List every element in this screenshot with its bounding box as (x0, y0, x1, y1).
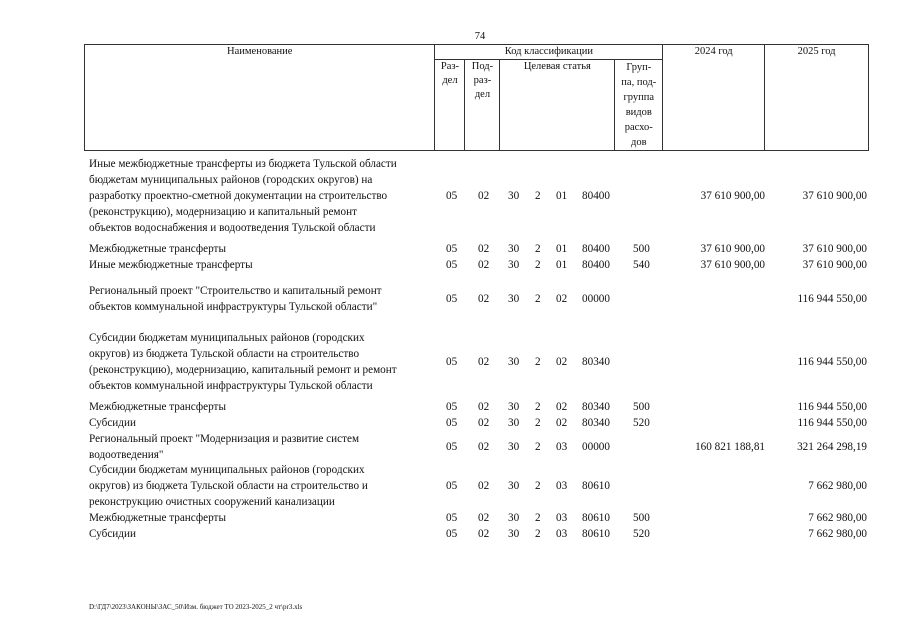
header-2025: 2025 год (765, 45, 869, 151)
cell-2025: 7 662 980,00 (808, 512, 867, 524)
cell-razdel: 05 (446, 293, 458, 305)
cell-2024: 37 610 900,00 (700, 259, 765, 271)
cell-podrazdel: 02 (478, 259, 490, 271)
cell-target-subprogram: 2 (535, 512, 541, 524)
cell-target-project: 03 (556, 441, 568, 453)
cell-2025: 7 662 980,00 (808, 480, 867, 492)
cell-target-program: 30 (508, 528, 520, 540)
cell-podrazdel: 02 (478, 480, 490, 492)
cell-2024: 37 610 900,00 (700, 243, 765, 255)
cell-target-program: 30 (508, 480, 520, 492)
cell-target-project: 01 (556, 190, 568, 202)
cell-podrazdel: 02 (478, 356, 490, 368)
cell-target-subprogram: 2 (535, 293, 541, 305)
cell-group-code: 500 (633, 401, 650, 413)
cell-target-project: 03 (556, 480, 568, 492)
cell-target-direction: 00000 (582, 441, 610, 453)
cell-target-direction: 80340 (582, 417, 610, 429)
cell-2025: 116 944 550,00 (797, 417, 867, 429)
cell-2025: 7 662 980,00 (808, 528, 867, 540)
cell-group-code: 520 (633, 528, 650, 540)
cell-target-project: 03 (556, 512, 568, 524)
cell-target-project: 02 (556, 293, 568, 305)
cell-razdel: 05 (446, 259, 458, 271)
cell-target-project: 02 (556, 356, 568, 368)
cell-2024: 160 821 188,81 (695, 441, 765, 453)
cell-razdel: 05 (446, 528, 458, 540)
row-name: Иные межбюджетные трансферты из бюджета Тульской области бюджетам муниципальных районов (городских округов) на разработку проектно-сметной документации на строительство (реконструкцию), модернизацию и капитальный ремонт объектов водоснабжения и водоотведения Тульской области (89, 158, 397, 234)
cell-target-direction: 80400 (582, 243, 610, 255)
header-code: Код классификации (435, 45, 663, 60)
header-podrazdel: Под- раз- дел (465, 60, 500, 151)
cell-razdel: 05 (446, 401, 458, 413)
cell-target-direction: 80610 (582, 480, 610, 492)
row-name: Межбюджетные трансферты (89, 243, 226, 255)
cell-target-direction: 80400 (582, 259, 610, 271)
cell-target-project: 01 (556, 243, 568, 255)
cell-podrazdel: 02 (478, 512, 490, 524)
cell-2025: 37 610 900,00 (802, 190, 867, 202)
cell-2024: 37 610 900,00 (700, 190, 765, 202)
cell-target-subprogram: 2 (535, 259, 541, 271)
cell-podrazdel: 02 (478, 190, 490, 202)
cell-razdel: 05 (446, 243, 458, 255)
header-razdel: Раз- дел (435, 60, 465, 151)
cell-razdel: 05 (446, 512, 458, 524)
page-number: 74 (474, 31, 486, 42)
cell-target-project: 01 (556, 259, 568, 271)
cell-target-program: 30 (508, 417, 520, 429)
row-name: Субсидии бюджетам муниципальных районов (городских округов) из бюджета Тульской области на строительство (реконструкцию), модернизацию, капитальный ремонт и ремонт объектов коммунальной инфраструктуры Тульской области (89, 332, 397, 392)
cell-group-code: 540 (633, 259, 650, 271)
cell-target-direction: 80400 (582, 190, 610, 202)
row-name: Региональный проект "Строительство и капитальный ремонт объектов коммунальной инфраструктуры Тульской области" (89, 285, 382, 313)
row-name: Субсидии (89, 417, 136, 429)
cell-target-project: 02 (556, 401, 568, 413)
cell-target-program: 30 (508, 401, 520, 413)
cell-2025: 321 264 298,19 (797, 441, 867, 453)
row-name: Иные межбюджетные трансферты (89, 259, 253, 271)
cell-razdel: 05 (446, 480, 458, 492)
row-name: Региональный проект "Модернизация и развитие систем водоотведения" (89, 433, 360, 461)
cell-target-direction: 80340 (582, 356, 610, 368)
cell-2025: 116 944 550,00 (797, 356, 867, 368)
cell-target-program: 30 (508, 293, 520, 305)
file-path-footer: D:\ГД7\2023\ЗАКОНЫ\ЗАС_50\Изм. бюджет ТО 2023-2025_2 чт\pr3.xls (89, 603, 303, 611)
cell-2025: 37 610 900,00 (802, 259, 867, 271)
cell-podrazdel: 02 (478, 441, 490, 453)
header-2024: 2024 год (663, 45, 765, 151)
cell-razdel: 05 (446, 190, 458, 202)
row-name: Субсидии (89, 528, 136, 540)
cell-2025: 116 944 550,00 (797, 401, 867, 413)
cell-target-subprogram: 2 (535, 417, 541, 429)
cell-target-program: 30 (508, 356, 520, 368)
cell-target-project: 02 (556, 417, 568, 429)
cell-target-program: 30 (508, 243, 520, 255)
cell-target-direction: 80610 (582, 528, 610, 540)
cell-target-direction: 00000 (582, 293, 610, 305)
row-name: Межбюджетные трансферты (89, 512, 226, 524)
header-group: Груп- па, под- группа видов расхо- дов (615, 60, 663, 151)
cell-target-program: 30 (508, 259, 520, 271)
table-header (84, 44, 869, 151)
cell-target-subprogram: 2 (535, 528, 541, 540)
cell-podrazdel: 02 (478, 528, 490, 540)
cell-target-subprogram: 2 (535, 243, 541, 255)
cell-2025: 37 610 900,00 (802, 243, 867, 255)
cell-group-code: 520 (633, 417, 650, 429)
cell-group-code: 500 (633, 512, 650, 524)
cell-target-program: 30 (508, 512, 520, 524)
cell-2025: 116 944 550,00 (797, 293, 867, 305)
cell-target-subprogram: 2 (535, 356, 541, 368)
cell-podrazdel: 02 (478, 293, 490, 305)
cell-razdel: 05 (446, 356, 458, 368)
cell-podrazdel: 02 (478, 417, 490, 429)
cell-target-program: 30 (508, 441, 520, 453)
row-name: Субсидии бюджетам муниципальных районов (городских округов) из бюджета Тульской области на строительство и реконструкцию очистных сооружений канализации (89, 464, 368, 508)
cell-podrazdel: 02 (478, 243, 490, 255)
header-target: Целевая статья (500, 60, 615, 151)
header-name: Наименование (85, 45, 435, 151)
cell-target-subprogram: 2 (535, 441, 541, 453)
cell-razdel: 05 (446, 441, 458, 453)
cell-target-subprogram: 2 (535, 401, 541, 413)
cell-target-direction: 80610 (582, 512, 610, 524)
cell-target-subprogram: 2 (535, 480, 541, 492)
cell-group-code: 500 (633, 243, 650, 255)
cell-target-program: 30 (508, 190, 520, 202)
row-name: Межбюджетные трансферты (89, 401, 226, 413)
cell-podrazdel: 02 (478, 401, 490, 413)
cell-target-project: 03 (556, 528, 568, 540)
cell-target-subprogram: 2 (535, 190, 541, 202)
cell-target-direction: 80340 (582, 401, 610, 413)
cell-razdel: 05 (446, 417, 458, 429)
